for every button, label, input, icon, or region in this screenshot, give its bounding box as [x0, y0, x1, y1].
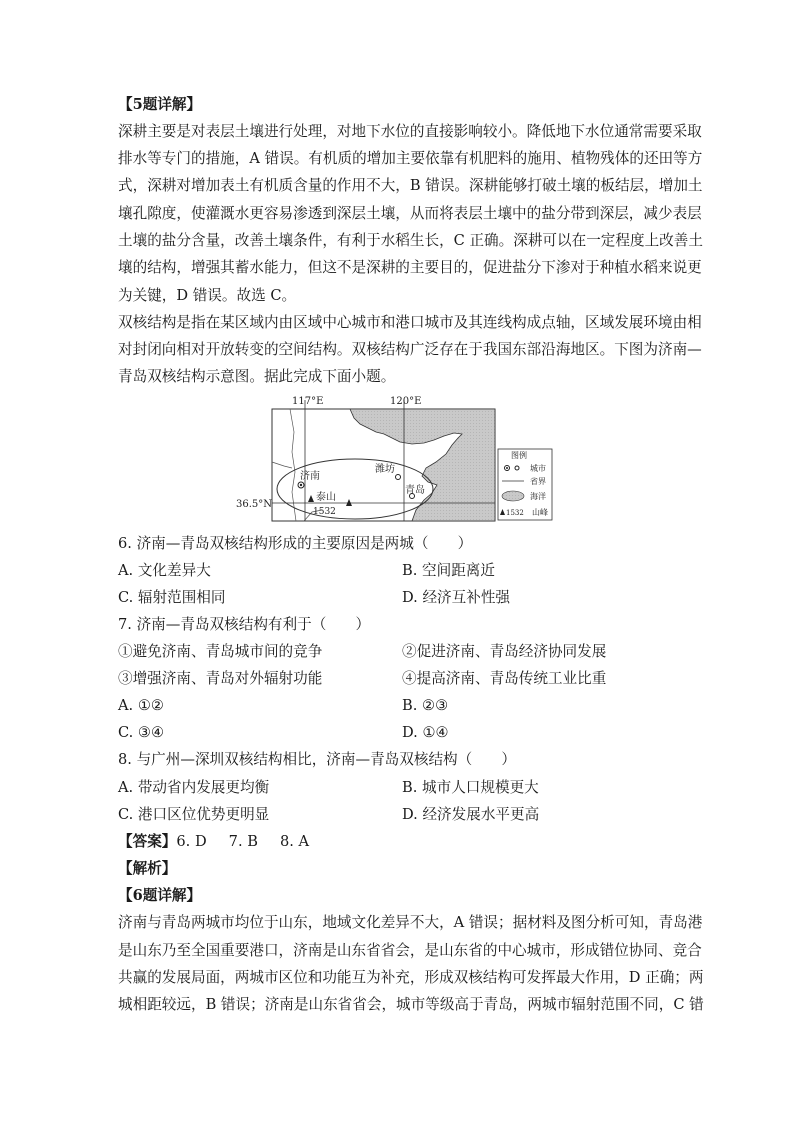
q7-statement-1: ①避免济南、青岛城市间的竞争	[118, 643, 323, 660]
section5-line: 壤的结构，增强其蓄水能力，但这不是深耕的主要目的，促进盐分下渗对于种植水稻来说更	[118, 259, 702, 276]
question-6-stem: 6. 济南—青岛双核结构形成的主要原因是两城（ ）	[118, 535, 473, 552]
section5-header: 【5题详解】	[118, 96, 202, 113]
map-legend	[498, 449, 552, 520]
section6-line: 济南与青岛两城市均位于山东，地域文化差异不大，A 错误；据材料及图分析可知，青岛港	[118, 914, 703, 931]
intro-line: 双核结构是指在某区域内由区域中心城市和港口城市及其连线构成点轴，区域发展环境由相	[118, 314, 702, 331]
q7-statement-3: ③增强济南、青岛对外辐射功能	[118, 670, 323, 687]
lon-117-label: 117°E	[292, 396, 324, 407]
q7-option-b: B. ②③	[402, 697, 449, 714]
q8-option-a: A. 带动省内发展更均衡	[118, 779, 270, 796]
q7-option-d: D. ①④	[402, 724, 449, 741]
q7-statement-2: ②促进济南、青岛经济协同发展	[402, 643, 607, 660]
q8-option-c: C. 港口区位优势更明显	[118, 806, 270, 823]
legend-ocean: 海洋	[530, 492, 546, 501]
answer-label: 【答案】	[118, 833, 177, 850]
q8-option-d: D. 经济发展水平更高	[402, 806, 540, 823]
analysis-label: 【解析】	[118, 860, 177, 877]
taishan-height: 1532	[313, 507, 336, 517]
legend-city-icon	[515, 466, 519, 470]
lat-label: 36.5°N	[236, 499, 273, 510]
section5-line: 排水等专门的措施，A 错误。有机质的增加主要依靠有机肥料的施用、植物残体的还田等方	[118, 150, 703, 167]
question-7-stem: 7. 济南—青岛双核结构有利于（ ）	[118, 616, 371, 633]
q7-option-a: A. ①②	[118, 697, 164, 714]
legend-title: 图例	[511, 451, 527, 460]
legend-city: 城市	[530, 464, 546, 473]
q8-option-b: B. 城市人口规模更大	[402, 779, 539, 796]
section5-line: 为关键，D 错误。故选 C。	[118, 287, 297, 304]
taishan-label: 泰山	[316, 492, 336, 503]
jinan-marker-dot	[300, 484, 302, 486]
section6-line: 共赢的发展局面，两城市区位和功能互为补充，形成双核结构可发挥最大作用，D 正确；两	[118, 969, 704, 986]
q7-option-c: C. ③④	[118, 724, 165, 741]
question-8-stem: 8. 与广州—深圳双核结构相比，济南—青岛双核结构（ ）	[118, 751, 517, 768]
q6-option-b: B. 空间距离近	[402, 562, 495, 579]
section6-header: 【6题详解】	[118, 887, 202, 904]
section5-line: 土壤的盐分含量，改善土壤条件，有利于水稻生长，C 正确。深耕可以在一定程度上改善土	[118, 232, 703, 249]
q6-option-c: C. 辐射范围相同	[118, 589, 226, 606]
q6-option-a: A. 文化差异大	[118, 562, 211, 579]
lon-120-label: 120°E	[390, 396, 422, 407]
section6-line: 是山东乃至全国重要港口，济南是山东省省会，是山东省的中心城市，形成错位协同、竞合	[118, 942, 702, 959]
intro-line: 对封闭向相对开放转变的空间结构。双核结构广泛存在于我国东部沿海地区。下图为济南—	[118, 341, 702, 358]
legend-boundary: 省界	[530, 477, 546, 486]
section5-line: 深耕主要是对表层土壤进行处理，对地下水位的直接影响较小。降低地下水位通常需要采取	[118, 123, 702, 140]
section6-line: 城相距较远，B 错误；济南是山东省省会，城市等级高于青岛，两城市辐射范围不同，C 错	[118, 996, 704, 1013]
intro-line: 青岛双核结构示意图。据此完成下面小题。	[118, 368, 396, 385]
jinan-qingdao-map	[232, 392, 572, 526]
answer-7: 7. B	[228, 833, 258, 850]
answer-8: 8. A	[279, 833, 310, 850]
section5-line: 壤孔隙度，使灌溉水更容易渗透到深层土壤，从而将表层土壤中的盐分带到深层，减少表层	[118, 205, 702, 222]
legend-ocean-icon	[502, 491, 524, 501]
q6-option-d: D. 经济互补性强	[402, 589, 511, 606]
legend-peak-value: 1532	[506, 509, 524, 517]
answer-row	[118, 832, 331, 852]
jinan-label: 济南	[300, 471, 320, 482]
qingdao-label: 青岛	[405, 485, 425, 496]
section5-line: 式，深耕对增加表土有机质含量的作用不大，B 错误。深耕能够打破土壤的板结层，增加土	[118, 177, 703, 194]
weifang-label: 潍坊	[375, 464, 395, 475]
weifang-marker	[396, 475, 401, 480]
answer-6: 6. D	[176, 833, 207, 850]
q7-statement-4: ④提高济南、青岛传统工业比重	[402, 670, 607, 687]
legend-peak: 山峰	[532, 508, 548, 517]
